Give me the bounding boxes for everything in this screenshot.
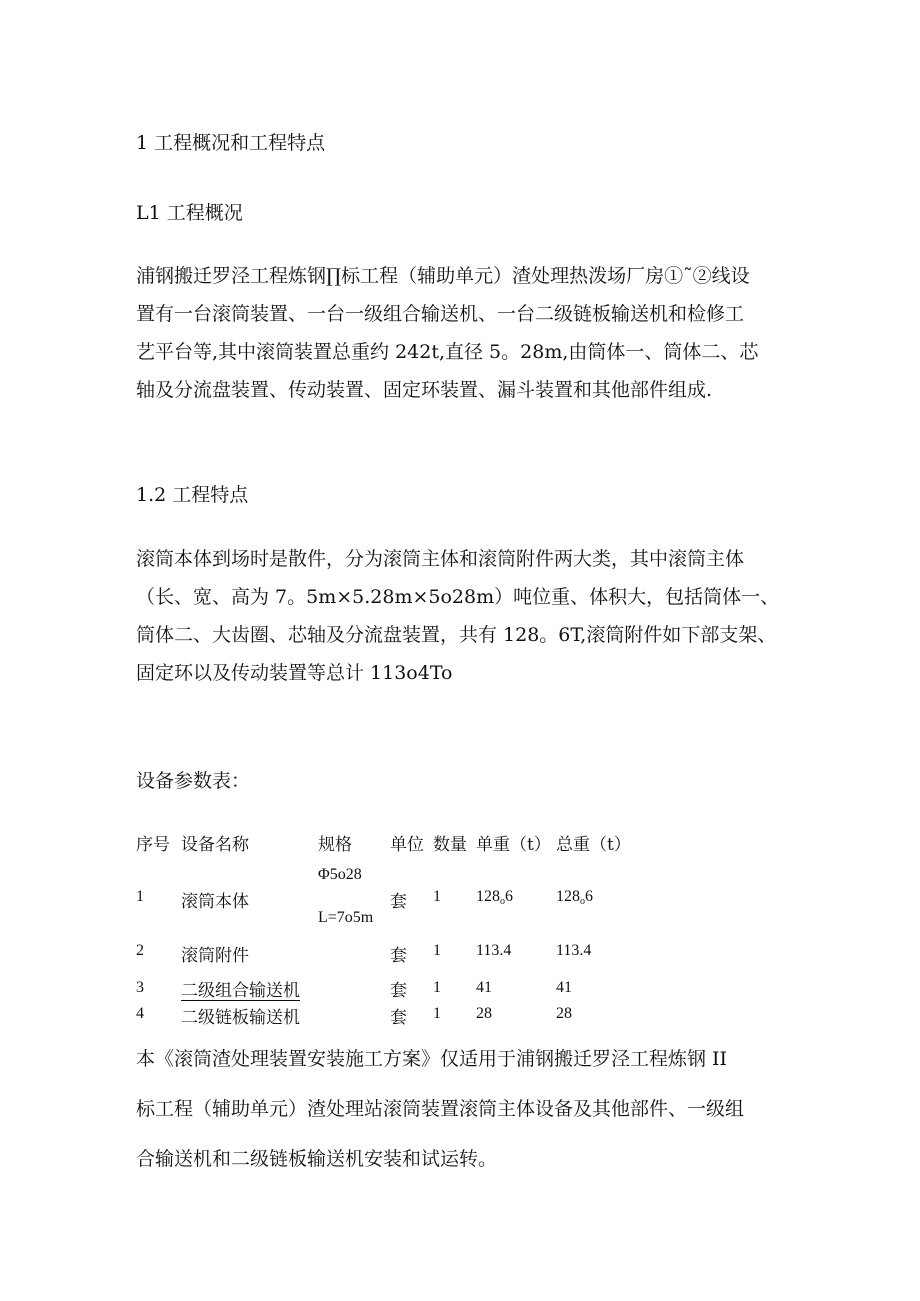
row2-total-weight: 113.4 [556, 942, 592, 959]
closing-paragraph [136, 1040, 744, 1178]
header-name: 设备名称 [181, 835, 249, 855]
features-line: 筒体二、大齿圈、芯轴及分流盘装置，共有 128。6T,滚筒附件如下部支架、 [136, 624, 777, 646]
section-title: 1 工程概况和工程特点 [136, 132, 326, 154]
features-line: 滚筒本体到场时是散件，分为滚筒主体和滚筒附件两大类，其中滚筒主体 [136, 548, 745, 570]
row1-no: 1 [136, 888, 144, 905]
closing-line: 本《滚筒渣处理装置安装施工方案》仅适用于浦钢搬迁罗泾工程炼钢 II [136, 1048, 728, 1070]
features-paragraph [136, 540, 779, 692]
header-no: 序号 [136, 835, 170, 855]
row4-no: 4 [136, 1005, 144, 1022]
header-qty: 数量 [433, 835, 467, 855]
row3-unit-weight: 41 [476, 979, 492, 996]
overview-line: 艺平台等,其中滚筒装置总重约 242t,直径 5。28m,由筒体一、筒体二、芯 [136, 341, 759, 363]
overview-paragraph [136, 257, 758, 409]
row4-name: 二级链板输送机 [181, 1008, 300, 1028]
row3-name: 二级组合输送机 [181, 981, 300, 1001]
header-spec: 规格 [318, 835, 352, 855]
header-unit-weight: 单重（t） [476, 835, 551, 855]
header-total-weight: 总重（t） [556, 835, 631, 855]
row3-total-weight: 41 [556, 979, 572, 996]
subsection-title-features: 1.2 工程特点 [136, 484, 249, 506]
row4-total-weight: 28 [556, 1005, 572, 1022]
row1-qty: 1 [433, 888, 441, 905]
features-line: 固定环以及传动装置等总计 113o4To [136, 662, 453, 684]
row2-unit-weight: 113.4 [476, 942, 512, 959]
closing-line: 合输送机和二级链板输送机安装和试运转。 [136, 1148, 498, 1170]
row4-unit-weight: 28 [476, 1005, 492, 1022]
features-line: （长、宽、高为 7。5m×5.28m×5o28m）吨位重、体积大，包括筒体一、 [136, 586, 780, 608]
row1-spec-diameter: Φ5o28 [318, 866, 362, 883]
header-unit: 单位 [390, 835, 424, 855]
row2-unit: 套 [390, 946, 407, 966]
row1-name: 滚筒本体 [181, 892, 249, 912]
closing-line: 标工程（辅助单元）渣处理站滚筒装置滚筒主体设备及其他部件、一级组 [136, 1098, 745, 1120]
row3-qty: 1 [433, 979, 441, 996]
overview-line: 置有一台滚筒装置、一台一级组合输送机、一台二级链板输送机和检修工 [136, 303, 745, 325]
row2-name: 滚筒附件 [181, 946, 249, 966]
subsection-title-overview: L1 工程概况 [136, 202, 243, 224]
table-caption: 设备参数表： [136, 770, 251, 792]
row4-unit: 套 [390, 1008, 407, 1028]
row4-qty: 1 [433, 1005, 441, 1022]
row3-no: 3 [136, 979, 144, 996]
row1-spec-length: L=7o5m [318, 909, 374, 926]
row1-total-weight: $128_o6$ [556, 888, 593, 907]
row3-unit: 套 [390, 981, 407, 1001]
row2-qty: 1 [433, 942, 441, 959]
row2-no: 2 [136, 942, 144, 959]
row1-unit: 套 [390, 892, 407, 912]
row1-unit-weight: $128_o6$ [476, 888, 513, 907]
overview-line: 浦钢搬迁罗泾工程炼钢∏标工程（辅助单元）渣处理热泼场厂房①˜②线设 [136, 265, 750, 287]
overview-line: 轴及分流盘装置、传动装置、固定环装置、漏斗装置和其他部件组成. [136, 379, 713, 401]
